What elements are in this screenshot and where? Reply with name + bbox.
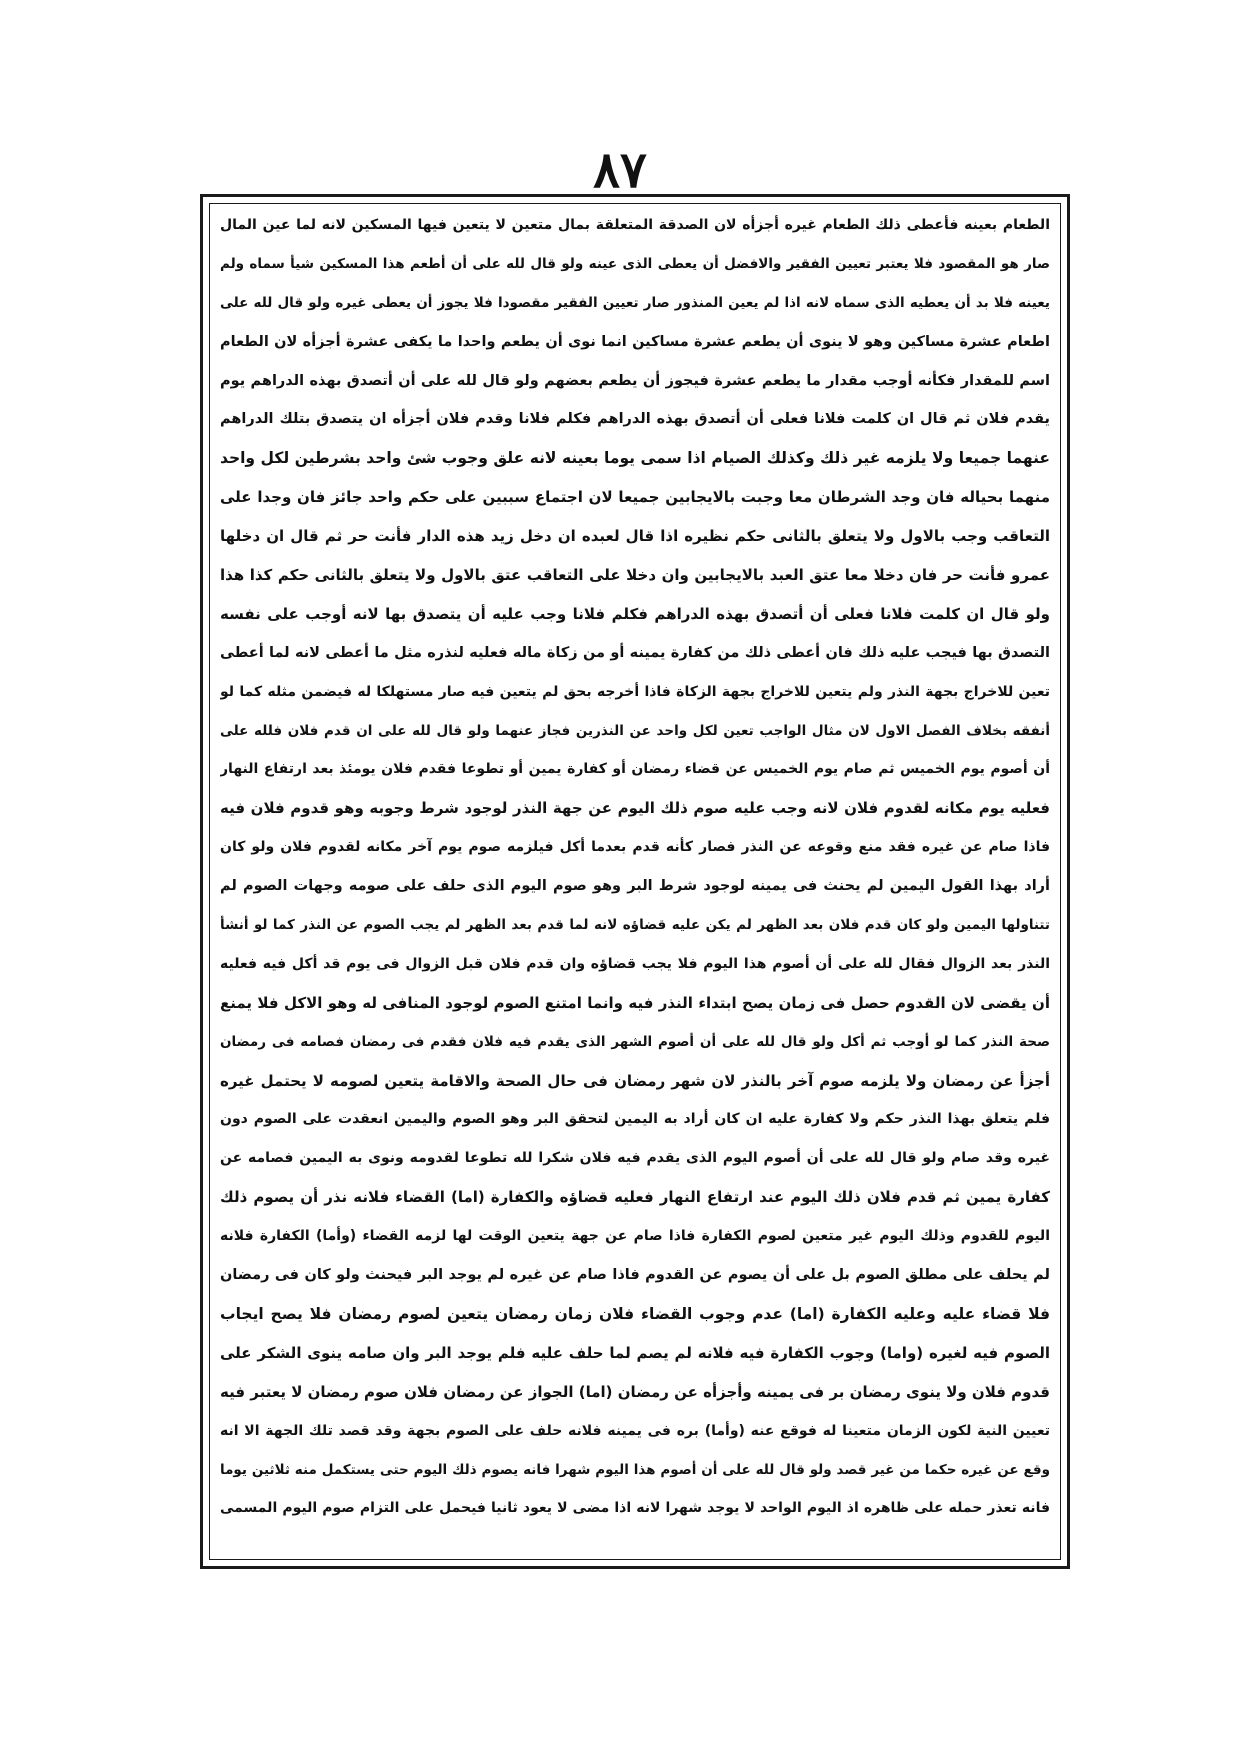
text-line: التعاقب وجب بالاول ولا يتعلق بالثانى حكم نظيره اذا قال لعبده ان دخل زيد هذه الدار فأنت حر ثم قال ان دخلها [220,527,1050,546]
text-line: اطعام عشرة مساكين وهو لا ينوى أن يطعم عشرة مساكين انما نوى أن يطعم واحدا ما يكفى عشرة أجزأه لان الطعام [220,333,1050,350]
text-line: تعين للاخراج بجهة النذر ولم يتعين للاخراج بجهة الزكاة فاذا أخرجه بحق لم يتعين فيه صار مستهلكا له فيضمن مثله كما لو [220,683,1050,700]
text-line: عنهما جميعا ولا يلزمه غير ذلك وكذلك الصيام اذا سمى يوما بعينه لانه علق وجوب شئ واحد بشرطين لكل واحد [220,449,1050,468]
text-line: فعليه يوم مكانه لقدوم فلان لانه وجب عليه صوم ذلك اليوم عن جهة النذر لوجود شرط وجوبه وهو قدوم فلان فيه [220,799,1050,818]
text-line: تعيين النية لكون الزمان متعينا له فوقع عنه (وأما) بره فى يمينه فلانه حلف على الصوم بجهة وقد قصد تلك الجهة الا انه [220,1422,1050,1439]
text-line: منهما بحياله فان وجد الشرطان معا وجبت بالايجابين جميعا لان اجتماع سببين على حكم واحد جائز فان وجدا على [220,488,1050,507]
text-line: صار هو المقصود فلا يعتبر تعيين الفقير والافضل أن يعطى الذى عينه ولو قال لله على أن أطعم هذا المسكين شيأ سماه ولم [220,255,1050,272]
text-line: يعينه فلا بد أن يعطيه الذى سماه لانه اذا لم يعين المنذور صار تعيين الفقير مقصودا فلا يجوز أن يعطى غيره ولو قال لله على [220,294,1050,311]
text-line: التصدق بها فيجب عليه ذلك فان أعطى ذلك من كفارة يمينه أو من زكاة ماله فعليه لنذره مثل ما أعطى لانه لما أعطى [220,644,1050,661]
text-line: فلا قضاء عليه وعليه الكفارة (اما) عدم وجوب القضاء فلان زمان رمضان يتعين لصوم رمضان فلا يصح ايجاب [220,1304,1050,1323]
text-line: أن أصوم يوم الخميس ثم صام يوم الخميس عن قضاء رمضان أو كفارة يمين أو تطوعا فقدم فلان يومئذ بعد ارتفاع النهار [220,761,1050,778]
text-body [220,206,1050,1528]
text-line: يقدم فلان ثم قال ان كلمت فلانا فعلى أن أتصدق بهذه الدراهم فكلم فلانا وقدم فلان أجزأه ان يتصدق بتلك الدراهم [220,411,1050,428]
text-frame-inner [209,203,1061,1560]
text-line: أنفقه بخلاف الفصل الاول لان مثال الواجب تعين لكل واحد عن النذرين فجاز عنهما ولو قال لله على ان قدم فلان فلله على [220,722,1050,739]
text-line: الصوم فيه لغيره (واما) وجوب الكفارة فيه فلانه لم يصم لما حلف عليه فلم يوجد البر وان صامه ينوى الشكر على [220,1343,1050,1362]
text-frame [200,194,1070,1569]
text-line: النذر بعد الزوال فقال لله على أن أصوم هذا اليوم فلا يجب قضاؤه وان قدم فلان قبل الزوال فى يوم قد أكل فيه فعليه [220,955,1050,972]
text-line: أن يقضى لان القدوم حصل فى زمان يصح ابتداء النذر فيه وانما امتنع الصوم لوجود المنافى له وهو الاكل فلا يمنع [220,993,1050,1012]
text-line: لم يحلف على مطلق الصوم بل على أن يصوم عن القدوم فاذا صام عن غيره لم يوجد البر فيحنث ولو كان فى رمضان [220,1267,1050,1284]
text-line: غيره وقد صام ولو قال لله على أن أصوم اليوم الذى يقدم فيه فلان شكرا لله تطوعا لقدومه ونوى به اليمين فصامه عن [220,1150,1050,1167]
text-line: صحة النذر كما لو أوجب ثم أكل ولو قال لله على أن أصوم الشهر الذى يقدم فيه فلان فقدم فى رمضان فصامه فى رمضان [220,1033,1050,1050]
text-line: اسم للمقدار فكأنه أوجب مقدار ما يطعم عشرة فيجوز أن يطعم بعضهم ولو قال لله على أن أتصدق بهذه الدراهم يوم [220,372,1050,389]
text-line: كفارة يمين ثم قدم فلان ذلك اليوم عند ارتفاع النهار فعليه قضاؤه والكفارة (اما) القضاء فلانه نذر أن يصوم ذلك [220,1188,1050,1207]
text-line: فانه تعذر حمله على ظاهره اذ اليوم الواحد لا يوجد شهرا لانه اذا مضى لا يعود ثانيا فيحمل على التزام صوم اليوم المسمى [220,1500,1050,1517]
text-line: الطعام بعينه فأعطى ذلك الطعام غيره أجزأه لان الصدقة المتعلقة بمال متعين لا يتعين فيها المسكين لانه لما عين المال [220,217,1050,233]
text-line: تتناولها اليمين ولو كان قدم فلان بعد الظهر لم يكن عليه قضاؤه لانه لما قدم بعد الظهر لم يجب الصوم عن النذر كما لو أنشأ [220,917,1050,934]
text-line: فاذا صام عن غيره فقد منع وقوعه عن النذر فصار كأنه قدم بعدما أكل فيلزمه صوم يوم آخر مكانه لقدوم فلان ولو كان [220,839,1050,856]
text-line: أراد بهذا القول اليمين لم يحنث فى يمينه لوجود شرط البر وهو صوم اليوم الذى حلف على صومه وجهات الصوم لم [220,878,1050,895]
page-number: ٨٧ [593,140,647,199]
text-line: فلم يتعلق بهذا النذر حكم ولا كفارة عليه ان كان أراد به اليمين لتحقق البر وهو الصوم واليمين انعقدت على الصوم دون [220,1111,1050,1128]
text-line: ولو قال ان كلمت فلانا فعلى أن أتصدق بهذه الدراهم فكلم فلانا وجب عليه أن يتصدق بها لانه أوجب على نفسه [220,604,1050,623]
text-line: أجزأ عن رمضان ولا يلزمه صوم آخر بالنذر لان شهر رمضان فى حال الصحة والاقامة يتعين لصومه لا يحتمل غيره [220,1071,1050,1090]
text-line: عمرو فأنت حر فان دخلا معا عتق العبد بالايجابين وان دخلا على التعاقب عتق بالاول ولا يتعلق بالثانى حكم كذا هذا [220,566,1050,585]
text-line: اليوم للقدوم وذلك اليوم غير متعين لصوم الكفارة فاذا صام عن جهة يتعين الوقت لها لزمه القضاء (وأما) الكفارة فلانه [220,1228,1050,1245]
text-line: وقع عن غيره حكما من غير قصد ولو قال لله على أن أصوم هذا اليوم شهرا فانه يصوم ذلك اليوم حتى يستكمل منه ثلاثين يوما [220,1461,1050,1478]
text-line: قدوم فلان ولا ينوى رمضان بر فى يمينه وأجزأه عن رمضان (اما) الجواز عن رمضان فلان صوم رمضان لا يعتبر فيه [220,1382,1050,1401]
